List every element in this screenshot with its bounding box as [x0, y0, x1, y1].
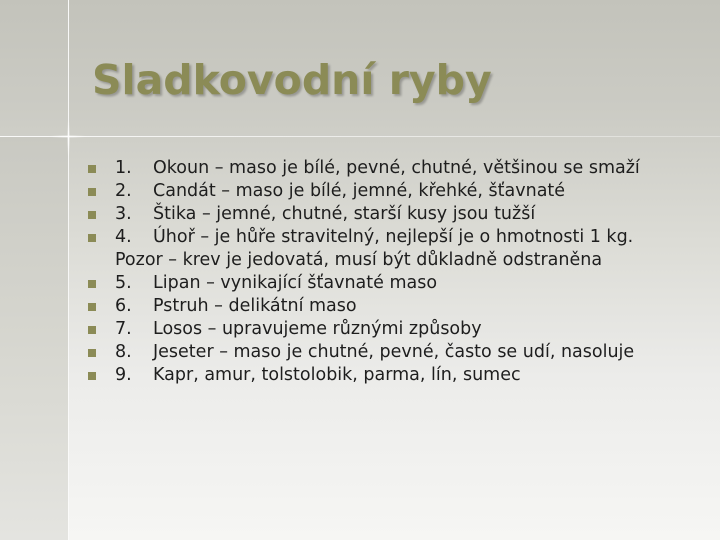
decorative-cross-glow [67, 118, 70, 158]
decorative-cross-glow-horizontal [48, 135, 88, 138]
bullet-list [88, 157, 708, 387]
item-text: Úhoř – je hůře stravitelný, nejlepší je o hmotnosti 1 kg. [153, 227, 634, 247]
item-number: 3. [115, 204, 132, 224]
item-text: Okoun – maso je bílé, pevné, chutné, většinou se smaží [153, 158, 640, 178]
item-number: 1. [115, 158, 132, 178]
list-item [88, 226, 708, 272]
list-item [88, 157, 708, 180]
decorative-vertical-line [68, 0, 69, 540]
item-text-block [115, 226, 634, 272]
square-bullet-icon [88, 326, 96, 334]
item-number: 6. [115, 296, 132, 316]
item-continuation-text: Pozor – krev je jedovatá, musí být důkladně odstraněna [115, 250, 603, 270]
list-item [88, 203, 708, 226]
square-bullet-icon [88, 188, 96, 196]
square-bullet-icon [88, 165, 96, 173]
item-text: Pstruh – delikátní maso [153, 296, 357, 316]
square-bullet-icon [88, 349, 96, 357]
item-number: 8. [115, 342, 132, 362]
item-text: Candát – maso je bílé, jemné, křehké, šťavnaté [153, 181, 566, 201]
list-item [88, 364, 708, 387]
item-text: Kapr, amur, tolstolobik, parma, lín, sumec [153, 365, 521, 385]
square-bullet-icon [88, 280, 96, 288]
list-item [88, 318, 708, 341]
item-number: 7. [115, 319, 132, 339]
list-item [88, 295, 708, 318]
list-item [88, 341, 708, 364]
item-text: Jeseter – maso je chutné, pevné, často se udí, nasoluje [153, 342, 635, 362]
square-bullet-icon [88, 211, 96, 219]
item-text: Losos – upravujeme různými způsoby [153, 319, 482, 339]
item-number: 9. [115, 365, 132, 385]
decorative-horizontal-line [0, 136, 720, 137]
item-number: 2. [115, 181, 132, 201]
square-bullet-icon [88, 372, 96, 380]
item-number: 4. [115, 227, 132, 247]
item-number: 5. [115, 273, 132, 293]
slide-title: Sladkovodní ryby [92, 56, 492, 104]
square-bullet-icon [88, 303, 96, 311]
item-text: Lipan – vynikající šťavnaté maso [153, 273, 438, 293]
list-item [88, 180, 708, 203]
item-text: Štika – jemné, chutné, starší kusy jsou tužší [153, 204, 536, 224]
decorative-side-band [0, 136, 68, 540]
square-bullet-icon [88, 234, 96, 242]
list-item [88, 272, 708, 295]
